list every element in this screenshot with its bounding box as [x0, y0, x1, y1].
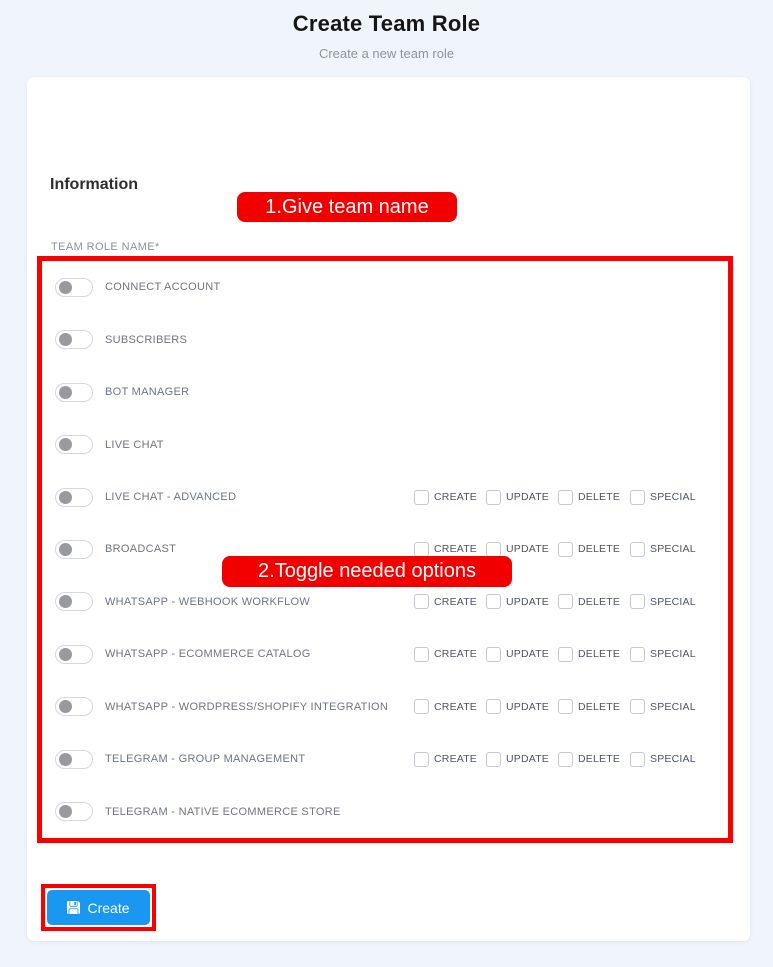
checkbox-label: DELETE: [578, 700, 621, 713]
toggle-knob: [59, 648, 72, 661]
checkbox-box[interactable]: [414, 647, 429, 662]
permission-row-connect-account: [42, 261, 728, 313]
permission-label: SUBSCRIBERS: [105, 333, 188, 346]
checkbox-create[interactable]: [414, 699, 486, 714]
checkbox-box[interactable]: [414, 490, 429, 505]
checkbox-box[interactable]: [558, 490, 573, 505]
checkbox-box[interactable]: [558, 752, 573, 767]
permission-label: WHATSAPP - ECOMMERCE CATALOG: [105, 648, 311, 661]
toggle-connect-account[interactable]: [55, 278, 93, 297]
checkbox-label: DELETE: [578, 753, 621, 766]
toggle-knob: [59, 333, 72, 346]
toggle-telegram-native-ecommerce-store[interactable]: [55, 802, 93, 821]
checkbox-update[interactable]: [486, 490, 558, 505]
permission-label: TELEGRAM - GROUP MANAGEMENT: [105, 753, 306, 766]
checkbox-update[interactable]: [486, 594, 558, 609]
toggle-knob: [59, 386, 72, 399]
checkbox-label: DELETE: [578, 595, 621, 608]
permission-row-whatsapp-wordpress-shopify-integration: [42, 681, 728, 733]
checkbox-delete[interactable]: [558, 647, 630, 662]
permission-row-telegram-group-management: [42, 733, 728, 785]
checkbox-label: UPDATE: [506, 491, 550, 504]
permission-label: BOT MANAGER: [105, 386, 190, 399]
toggle-whatsapp-wordpress-shopify-integration[interactable]: [55, 697, 93, 716]
checkbox-box[interactable]: [630, 752, 645, 767]
section-title: Information: [50, 176, 138, 193]
checkbox-update[interactable]: [486, 542, 558, 557]
checkbox-box[interactable]: [414, 594, 429, 609]
checkbox-box[interactable]: [486, 699, 501, 714]
checkbox-special[interactable]: [630, 542, 702, 557]
checkbox-label: DELETE: [578, 543, 621, 556]
checkbox-box[interactable]: [414, 752, 429, 767]
toggle-live-chat[interactable]: [55, 435, 93, 454]
permission-row-subscribers: [42, 313, 728, 365]
checkbox-label: UPDATE: [506, 543, 550, 556]
checkbox-box[interactable]: [630, 542, 645, 557]
create-button-highlight-frame: [41, 884, 156, 931]
checkbox-box[interactable]: [486, 594, 501, 609]
create-button[interactable]: [47, 890, 150, 925]
checkbox-label: UPDATE: [506, 595, 550, 608]
checkbox-label: SPECIAL: [650, 491, 696, 504]
checkbox-box[interactable]: [558, 542, 573, 557]
toggle-knob: [59, 700, 72, 713]
permission-label: WHATSAPP - WEBHOOK WORKFLOW: [105, 595, 311, 608]
permission-row-whatsapp-ecommerce-catalog: [42, 628, 728, 680]
toggle-knob: [59, 805, 72, 818]
checkbox-label: UPDATE: [506, 753, 550, 766]
checkbox-label: SPECIAL: [650, 700, 696, 713]
toggle-whatsapp-webhook-workflow[interactable]: [55, 592, 93, 611]
action-checkbox-group: [414, 681, 702, 733]
toggle-whatsapp-ecommerce-catalog[interactable]: [55, 645, 93, 664]
permission-row-telegram-native-ecommerce-store: [42, 786, 728, 838]
save-floppy-icon: [67, 901, 80, 914]
page-header: [0, 0, 773, 61]
checkbox-special[interactable]: [630, 594, 702, 609]
checkbox-label: DELETE: [578, 648, 621, 661]
checkbox-special[interactable]: [630, 752, 702, 767]
permission-row-live-chat: [42, 418, 728, 470]
action-checkbox-group: [414, 471, 702, 523]
checkbox-box[interactable]: [558, 699, 573, 714]
checkbox-delete[interactable]: [558, 752, 630, 767]
checkbox-box[interactable]: [414, 699, 429, 714]
toggle-knob: [59, 595, 72, 608]
annotation-step1: 1.Give team name: [237, 192, 457, 222]
checkbox-box[interactable]: [630, 699, 645, 714]
checkbox-label: CREATE: [434, 595, 478, 608]
action-checkbox-group: [414, 733, 702, 785]
action-checkbox-group: [414, 628, 702, 680]
checkbox-label: CREATE: [434, 700, 478, 713]
checkbox-label: CREATE: [434, 648, 478, 661]
toggle-knob: [59, 438, 72, 451]
checkbox-box[interactable]: [486, 542, 501, 557]
checkbox-update[interactable]: [486, 752, 558, 767]
toggle-subscribers[interactable]: [55, 330, 93, 349]
checkbox-label: UPDATE: [506, 648, 550, 661]
toggle-knob: [59, 281, 72, 294]
team-role-name-label: TEAM ROLE NAME*: [51, 241, 160, 253]
checkbox-create[interactable]: [414, 647, 486, 662]
checkbox-box[interactable]: [558, 647, 573, 662]
checkbox-label: SPECIAL: [650, 753, 696, 766]
checkbox-update[interactable]: [486, 699, 558, 714]
checkbox-special[interactable]: [630, 699, 702, 714]
page-title: Create Team Role: [292, 11, 481, 36]
permission-label: WHATSAPP - WORDPRESS/SHOPIFY INTEGRATION: [105, 700, 389, 713]
permission-label: CONNECT ACCOUNT: [105, 281, 221, 294]
checkbox-create[interactable]: [414, 542, 486, 557]
checkbox-delete[interactable]: [558, 699, 630, 714]
annotation-step2: 2.Toggle needed options: [222, 556, 512, 587]
page-subtitle: Create a new team role: [318, 46, 455, 61]
checkbox-label: SPECIAL: [650, 595, 696, 608]
permissions-box: [37, 256, 733, 843]
permission-row-bot-manager: [42, 366, 728, 418]
toggle-bot-manager[interactable]: [55, 383, 93, 402]
checkbox-create[interactable]: [414, 490, 486, 505]
permission-row-live-chat-advanced: [42, 471, 728, 523]
checkbox-box[interactable]: [630, 647, 645, 662]
toggle-knob: [59, 543, 72, 556]
checkbox-special[interactable]: [630, 490, 702, 505]
checkbox-label: UPDATE: [506, 700, 550, 713]
checkbox-box[interactable]: [486, 752, 501, 767]
checkbox-special[interactable]: [630, 647, 702, 662]
toggle-live-chat-advanced[interactable]: [55, 488, 93, 507]
checkbox-update[interactable]: [486, 647, 558, 662]
toggle-knob: [59, 491, 72, 504]
checkbox-create[interactable]: [414, 752, 486, 767]
checkbox-label: SPECIAL: [650, 648, 696, 661]
toggle-telegram-group-management[interactable]: [55, 750, 93, 769]
checkbox-box[interactable]: [630, 490, 645, 505]
checkbox-delete[interactable]: [558, 542, 630, 557]
checkbox-label: CREATE: [434, 753, 478, 766]
checkbox-delete[interactable]: [558, 594, 630, 609]
permission-label: LIVE CHAT: [105, 438, 164, 451]
create-button-label: Create: [87, 899, 130, 916]
checkbox-delete[interactable]: [558, 490, 630, 505]
toggle-knob: [59, 753, 72, 766]
permission-label: BROADCAST: [105, 543, 177, 556]
permission-label: LIVE CHAT - ADVANCED: [105, 491, 237, 504]
toggle-broadcast[interactable]: [55, 540, 93, 559]
checkbox-create[interactable]: [414, 594, 486, 609]
checkbox-box[interactable]: [486, 490, 501, 505]
permission-label: TELEGRAM - NATIVE ECOMMERCE STORE: [105, 805, 341, 818]
checkbox-label: CREATE: [434, 491, 478, 504]
checkbox-box[interactable]: [414, 542, 429, 557]
checkbox-box[interactable]: [630, 594, 645, 609]
checkbox-label: SPECIAL: [650, 543, 696, 556]
checkbox-label: CREATE: [434, 543, 478, 556]
checkbox-label: DELETE: [578, 491, 621, 504]
checkbox-box[interactable]: [486, 647, 501, 662]
checkbox-box[interactable]: [558, 594, 573, 609]
